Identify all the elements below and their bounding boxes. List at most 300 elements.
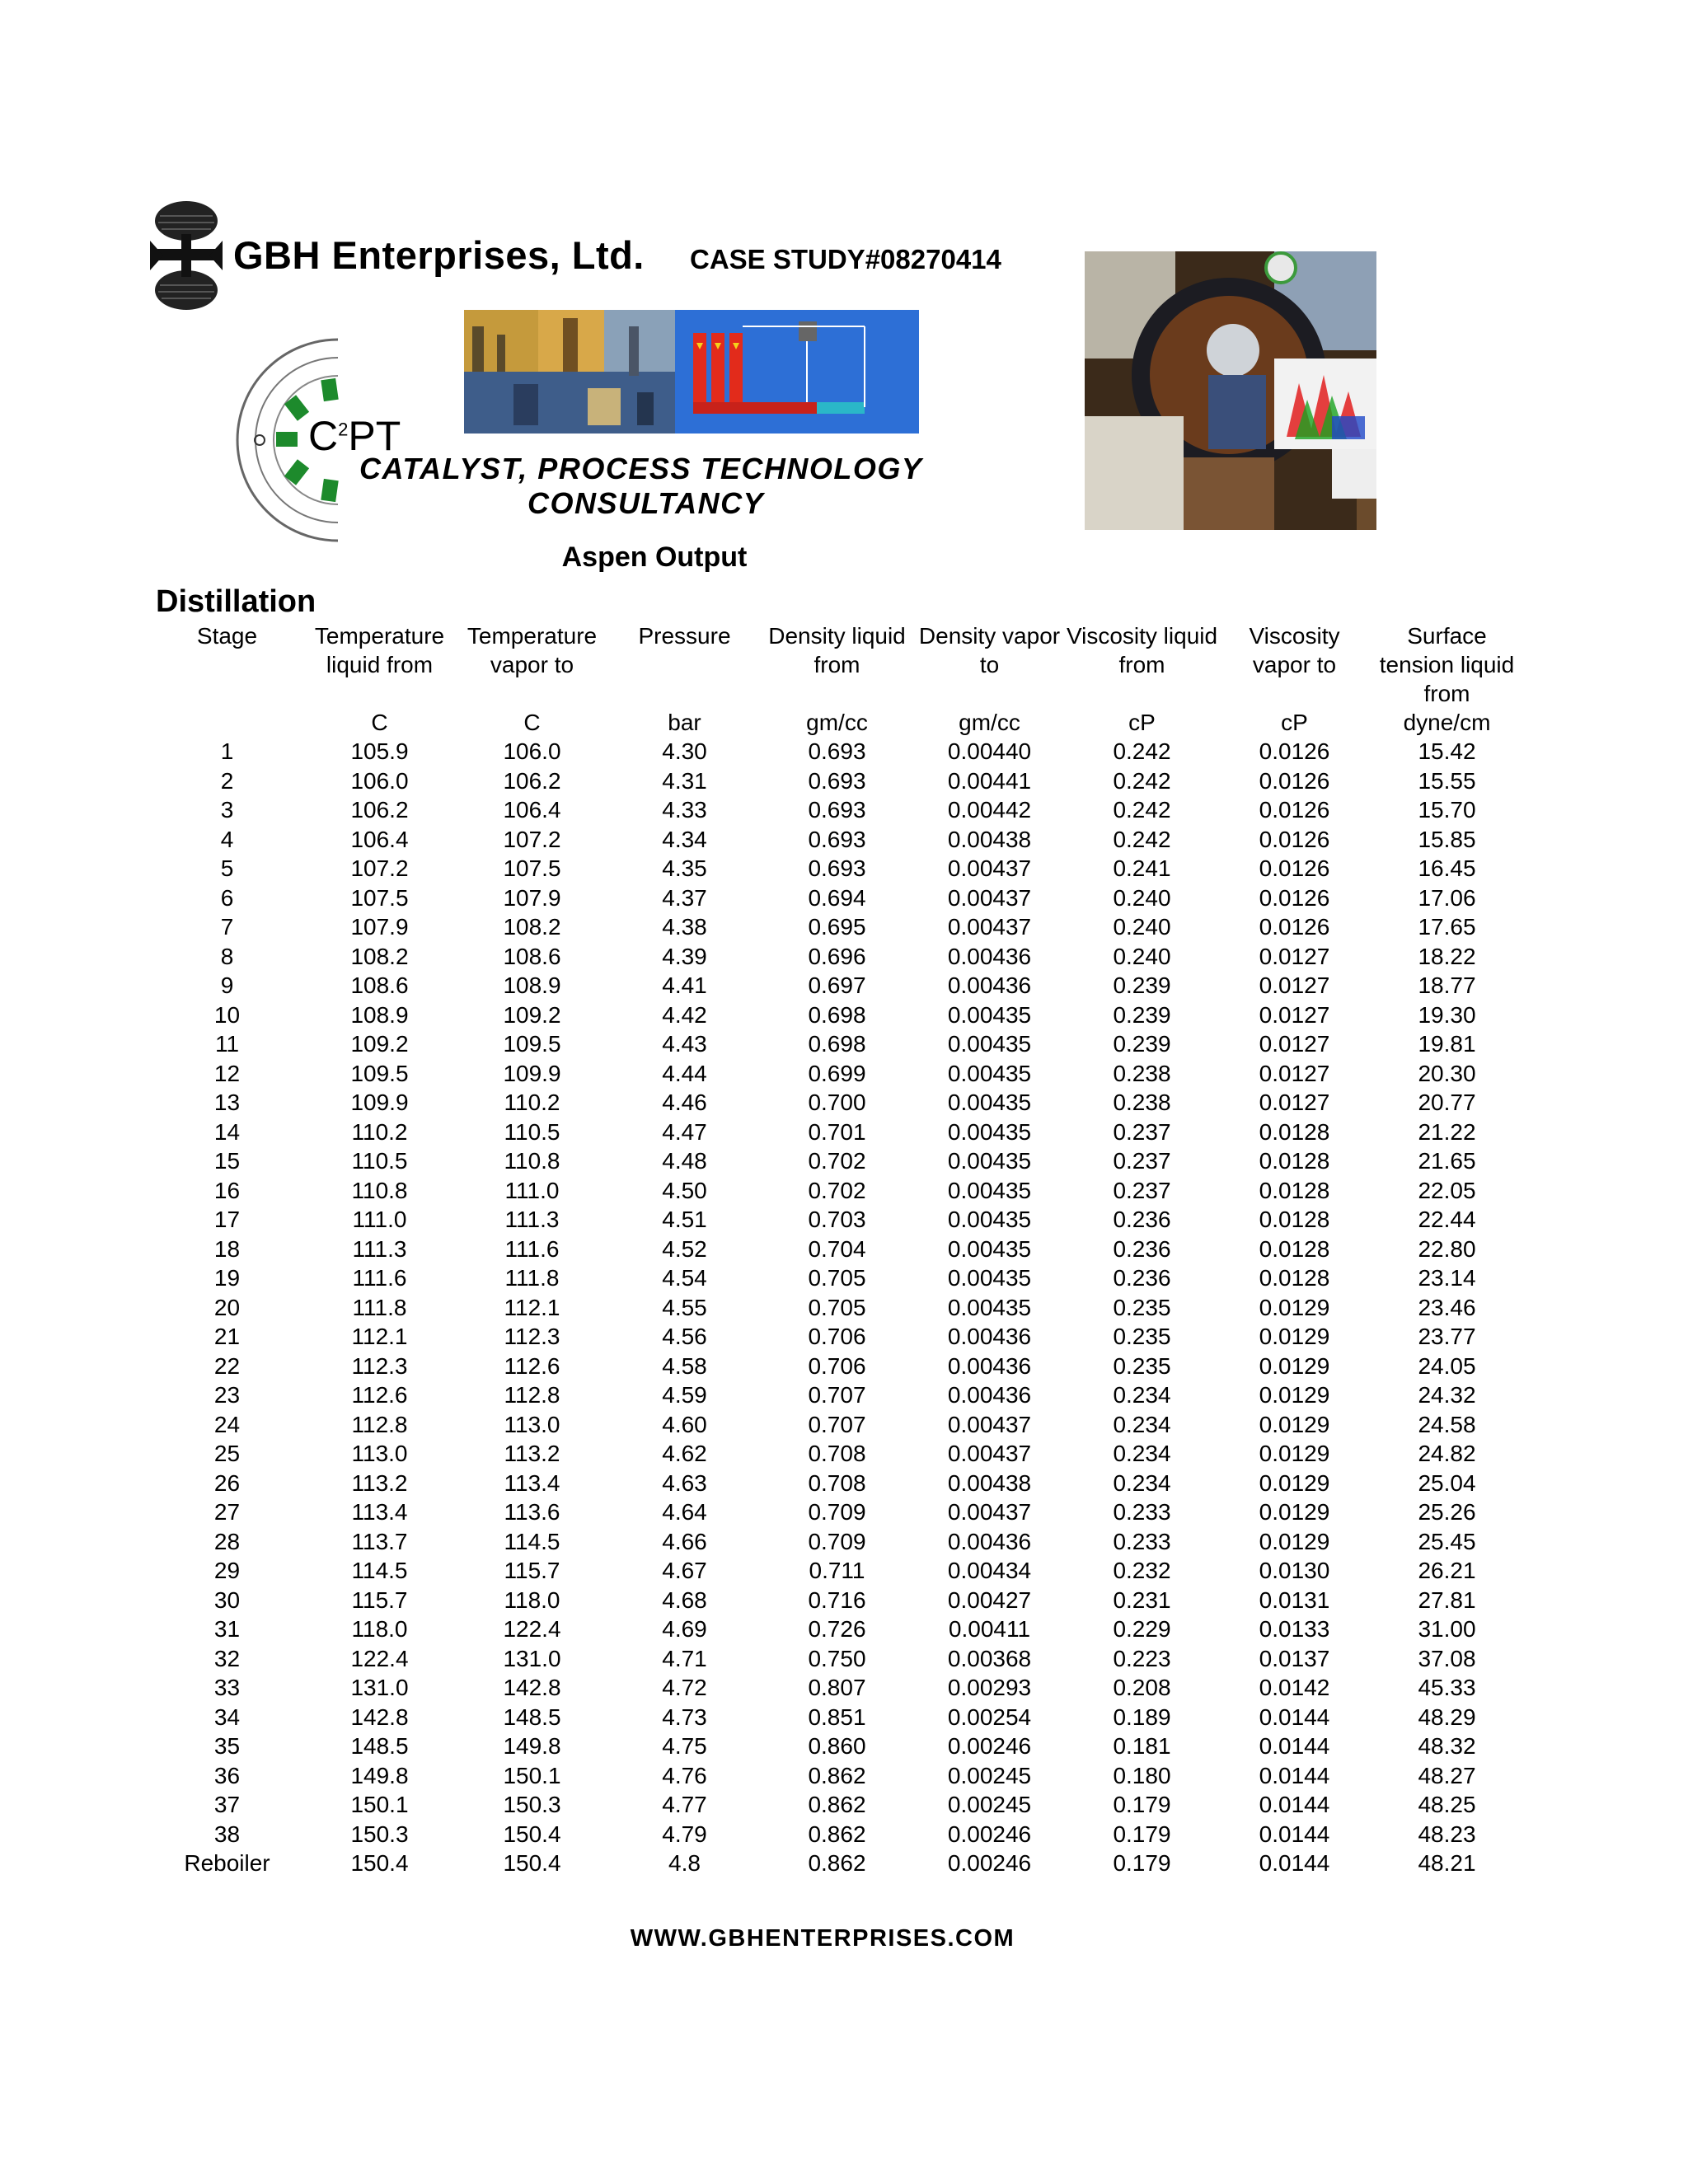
table-row (151, 1732, 1523, 1761)
stage-cell: 9 (220, 972, 234, 998)
table-cell: 0.237 (1113, 1118, 1171, 1145)
table-cell: 0.0144 (1259, 1762, 1330, 1788)
table-cell: 0.0137 (1259, 1645, 1330, 1671)
table-cell: 4.71 (662, 1645, 707, 1671)
table-cell: 0.234 (1113, 1411, 1171, 1437)
table-cell: 45.33 (1418, 1675, 1476, 1700)
table-row (151, 1849, 1523, 1878)
table-cell: 0.0144 (1259, 1733, 1330, 1759)
stage-cell: 13 (213, 1090, 241, 1115)
table-cell: 0.0128 (1259, 1265, 1330, 1291)
table-cell: 150.3 (503, 1792, 561, 1817)
stage-cell: 5 (220, 855, 234, 881)
table-cell: 131.0 (350, 1675, 409, 1700)
table-cell: 25.26 (1418, 1499, 1476, 1525)
table-cell: 4.75 (662, 1733, 707, 1759)
table-cell: 0.229 (1113, 1616, 1171, 1642)
table-cell: 111.8 (504, 1265, 560, 1291)
table-cell: 4.48 (662, 1148, 707, 1174)
table-cell: 111.0 (504, 1177, 560, 1203)
unit-label: dyne/cm (1403, 710, 1491, 735)
table-cell: 48.25 (1418, 1792, 1476, 1817)
table-cell: 0.0144 (1259, 1821, 1330, 1847)
table-row (151, 795, 1523, 825)
table-cell: 4.63 (662, 1469, 707, 1496)
table-cell: 0.0127 (1259, 1060, 1330, 1086)
table-cell: 109.2 (350, 1031, 409, 1057)
table-cell: 0.726 (808, 1616, 866, 1642)
table-cell: 0.750 (808, 1645, 866, 1671)
table-cell: 4.51 (662, 1207, 707, 1232)
table-row (151, 825, 1523, 855)
case-study-number: CASE STUDY#08270414 (690, 244, 1001, 274)
table-row (151, 1059, 1523, 1089)
table-cell: 31.00 (1418, 1616, 1476, 1642)
welding-collage-image (1085, 251, 1376, 530)
table-row (151, 1001, 1523, 1030)
table-cell: 107.2 (503, 826, 561, 852)
table-cell: 111.3 (504, 1207, 560, 1232)
table-cell: 0.242 (1113, 738, 1171, 764)
table-row (151, 1118, 1523, 1147)
stage-cell: 33 (213, 1675, 241, 1700)
table-cell: 112.8 (504, 1382, 560, 1408)
table-cell: 106.2 (350, 797, 409, 823)
table-cell: 118.0 (351, 1616, 408, 1642)
table-cell: 0.242 (1113, 826, 1171, 852)
table-cell: 109.9 (503, 1060, 561, 1086)
table-cell: 0.695 (808, 914, 866, 940)
table-cell: 0.862 (808, 1821, 866, 1847)
table-cell: 0.860 (808, 1733, 866, 1759)
table-cell: 0.223 (1113, 1645, 1171, 1671)
table-cell: 0.232 (1113, 1558, 1171, 1583)
stage-cell: 27 (213, 1499, 241, 1525)
table-row (151, 1586, 1523, 1615)
table-cell: 0.707 (808, 1382, 866, 1408)
table-cell: 0.0127 (1259, 1090, 1330, 1115)
table-cell: 0.234 (1113, 1441, 1171, 1466)
stage-cell: 14 (213, 1118, 241, 1145)
table-cell: 149.8 (503, 1733, 561, 1759)
table-cell: 4.54 (662, 1265, 707, 1291)
table-cell: 37.08 (1418, 1645, 1476, 1671)
table-cell: 0.0129 (1259, 1382, 1330, 1408)
table-cell: 142.8 (503, 1675, 561, 1700)
table-cell: 0.208 (1113, 1675, 1171, 1700)
table-cell: 4.72 (662, 1675, 707, 1700)
stage-cell: 6 (220, 884, 234, 911)
table-row (151, 1469, 1523, 1498)
table-cell: 4.76 (662, 1762, 707, 1788)
unit-label: cP (1128, 710, 1156, 735)
table-cell: 0.00435 (947, 1207, 1032, 1232)
table-cell: 118.0 (504, 1586, 560, 1613)
table-cell: 0.00435 (947, 1294, 1032, 1320)
table-cell: 114.5 (504, 1528, 560, 1554)
table-cell: 0.693 (808, 767, 866, 794)
table-cell: 0.0126 (1259, 826, 1330, 852)
table-cell: 0.00436 (947, 1528, 1032, 1554)
table-cell: 0.00437 (947, 914, 1032, 940)
gbh-logo-icon (147, 198, 226, 313)
stage-cell: 18 (213, 1235, 241, 1262)
table-cell: 148.5 (503, 1704, 561, 1730)
column-header: Temperature vapor to (467, 623, 598, 677)
table-cell: 131.0 (503, 1645, 561, 1671)
table-cell: 113.2 (504, 1441, 560, 1466)
table-cell: 4.55 (662, 1294, 707, 1320)
table-cell: 150.4 (503, 1821, 561, 1847)
table-cell: 4.67 (662, 1558, 707, 1583)
table-cell: 107.2 (350, 855, 409, 881)
table-cell: 0.699 (808, 1060, 866, 1086)
table-cell: 4.47 (662, 1118, 707, 1145)
table-cell: 0.0126 (1259, 914, 1330, 940)
table-cell: 19.81 (1418, 1031, 1476, 1057)
table-cell: 112.3 (351, 1352, 408, 1379)
table-cell: 111.0 (352, 1207, 407, 1232)
table-cell: 4.52 (662, 1235, 707, 1262)
table-cell: 105.9 (350, 738, 409, 764)
table-cell: 113.0 (504, 1411, 560, 1437)
table-cell: 4.37 (662, 884, 707, 911)
table-cell: 0.00437 (947, 1411, 1032, 1437)
table-cell: 0.0129 (1259, 1469, 1330, 1496)
table-cell: 149.8 (350, 1762, 409, 1788)
table-row (151, 912, 1523, 942)
table-cell: 0.00246 (947, 1733, 1032, 1759)
stage-cell: 1 (220, 738, 234, 764)
table-cell: 4.79 (662, 1821, 707, 1847)
table-cell: 0.0133 (1259, 1616, 1330, 1642)
table-cell: 4.8 (668, 1850, 701, 1876)
table-row (151, 1029, 1523, 1059)
table-row (151, 1644, 1523, 1674)
table-cell: 0.698 (808, 1001, 866, 1028)
table-cell: 4.62 (662, 1441, 707, 1466)
table-body (151, 737, 1523, 1878)
table-row (151, 1410, 1523, 1440)
table-cell: 0.238 (1113, 1060, 1171, 1086)
table-cell: 0.705 (808, 1294, 866, 1320)
stage-cell: 17 (213, 1207, 241, 1232)
table-cell: 0.862 (808, 1762, 866, 1788)
table-cell: 0.240 (1113, 943, 1171, 969)
table-cell: 0.00435 (947, 1031, 1032, 1057)
report-subtitle: Aspen Output (561, 541, 748, 573)
table-cell: 0.709 (808, 1499, 866, 1525)
table-cell: 150.1 (350, 1792, 409, 1817)
table-row (151, 1703, 1523, 1732)
table-cell: 110.8 (351, 1177, 408, 1203)
table-cell: 112.6 (351, 1382, 408, 1408)
table-cell: 0.708 (808, 1441, 866, 1466)
table-cell: 0.698 (808, 1031, 866, 1057)
table-cell: 113.7 (351, 1528, 408, 1554)
stage-cell: 3 (220, 797, 234, 823)
table-cell: 0.00246 (947, 1850, 1032, 1876)
table-cell: 122.4 (503, 1616, 561, 1642)
table-cell: 111.8 (352, 1294, 407, 1320)
table-cell: 0.0126 (1259, 767, 1330, 794)
table-row (151, 1615, 1523, 1644)
table-cell: 0.235 (1113, 1324, 1171, 1349)
table-cell: 15.70 (1418, 797, 1476, 823)
table-cell: 0.0129 (1259, 1294, 1330, 1320)
table-cell: 0.0130 (1259, 1558, 1330, 1583)
table-row (151, 1380, 1523, 1410)
table-cell: 0.00438 (947, 826, 1032, 852)
table-cell: 24.82 (1418, 1441, 1476, 1466)
table-cell: 113.4 (351, 1499, 408, 1525)
table-cell: 0.239 (1113, 1031, 1171, 1057)
table-cell: 0.179 (1113, 1792, 1171, 1817)
table-cell: 4.73 (662, 1704, 707, 1730)
stage-cell: 36 (213, 1762, 241, 1788)
table-cell: 150.3 (350, 1821, 409, 1847)
stage-cell: 29 (213, 1558, 241, 1583)
unit-label: gm/cc (959, 710, 1020, 735)
table-cell: 0.0129 (1259, 1441, 1330, 1466)
stage-cell: 10 (213, 1001, 241, 1028)
table-cell: 23.14 (1418, 1265, 1476, 1291)
table-cell: 0.242 (1113, 767, 1171, 794)
table-cell: 18.77 (1418, 972, 1476, 998)
table-cell: 0.00437 (947, 1499, 1032, 1525)
table-cell: 15.55 (1418, 767, 1476, 794)
table-cell: 0.00246 (947, 1821, 1032, 1847)
table-cell: 0.00293 (947, 1675, 1032, 1700)
table-cell: 4.77 (662, 1792, 707, 1817)
table-cell: 106.0 (503, 738, 561, 764)
table-cell: 0.237 (1113, 1148, 1171, 1174)
stage-cell: 7 (220, 914, 234, 940)
table-cell: 150.1 (503, 1762, 561, 1788)
table-row (151, 1176, 1523, 1206)
table-cell: 20.77 (1418, 1090, 1476, 1115)
column-header: Surface tension liquid from (1379, 623, 1515, 706)
table-cell: 4.31 (662, 767, 707, 794)
unit-label (151, 708, 303, 737)
table-cell: 0.235 (1113, 1294, 1171, 1320)
stage-cell: 20 (213, 1294, 241, 1320)
table-cell: 112.1 (351, 1324, 408, 1349)
table-row (151, 1322, 1523, 1352)
stage-cell: 24 (213, 1411, 241, 1437)
table-cell: 0.240 (1113, 884, 1171, 911)
table-cell: 16.45 (1418, 855, 1476, 881)
table-cell: 22.80 (1418, 1235, 1476, 1262)
table-cell: 0.00245 (947, 1792, 1032, 1817)
table-cell: 109.9 (350, 1090, 409, 1115)
table-cell: 113.6 (504, 1499, 560, 1525)
table-cell: 0.693 (808, 855, 866, 881)
table-cell: 0.703 (808, 1207, 866, 1232)
table-cell: 20.30 (1418, 1060, 1476, 1086)
table-cell: 0.00441 (947, 767, 1032, 794)
table-row (151, 883, 1523, 913)
table-row (151, 766, 1523, 796)
stage-cell: 19 (213, 1265, 241, 1291)
table-cell: 0.0126 (1259, 884, 1330, 911)
unit-label: C (371, 710, 388, 735)
table-cell: 0.0127 (1259, 1001, 1330, 1028)
stage-cell: 38 (213, 1821, 241, 1847)
table-cell: 112.3 (504, 1324, 560, 1349)
table-cell: 4.38 (662, 914, 707, 940)
table-cell: 4.35 (662, 855, 707, 881)
table-cell: 0.0142 (1259, 1675, 1330, 1700)
column-header: Density vapor to (918, 623, 1061, 677)
table-cell: 24.58 (1418, 1411, 1476, 1437)
table-cell: 109.5 (350, 1060, 409, 1086)
table-cell: 0.00254 (947, 1704, 1032, 1730)
footer-website-url: WWW.GBHENTERPRISES.COM (630, 1925, 1015, 1952)
table-cell: 113.4 (504, 1469, 560, 1496)
table-cell: 4.30 (662, 738, 707, 764)
table-cell: 148.5 (350, 1733, 409, 1759)
table-row (151, 971, 1523, 1001)
table-cell: 0.0144 (1259, 1704, 1330, 1730)
table-cell: 0.180 (1113, 1762, 1171, 1788)
table-cell: 0.240 (1113, 914, 1171, 940)
table-cell: 0.00436 (947, 972, 1032, 998)
table-cell: 22.44 (1418, 1207, 1476, 1232)
table-cell: 110.2 (351, 1118, 408, 1145)
table-cell: 0.0127 (1259, 1031, 1330, 1057)
stage-cell: 28 (213, 1528, 241, 1554)
table-row (151, 1527, 1523, 1557)
column-header: Temperature liquid from (314, 623, 445, 677)
table-cell: 0.706 (808, 1352, 866, 1379)
table-cell: 0.00436 (947, 1352, 1032, 1379)
unit-label: gm/cc (806, 710, 868, 735)
table-cell: 0.239 (1113, 1001, 1171, 1028)
table-cell: 113.2 (351, 1469, 408, 1496)
table-cell: 0.709 (808, 1528, 866, 1554)
stage-cell: 34 (213, 1704, 241, 1730)
table-cell: 0.0131 (1259, 1586, 1330, 1613)
table-cell: 4.44 (662, 1060, 707, 1086)
table-row (151, 1439, 1523, 1469)
table-cell: 108.9 (503, 972, 561, 998)
stage-cell: 16 (213, 1177, 241, 1203)
table-cell: 108.6 (503, 943, 561, 969)
table-cell: 0.702 (808, 1177, 866, 1203)
table-cell: 19.30 (1418, 1001, 1476, 1028)
table-cell: 0.00427 (947, 1586, 1032, 1613)
table-cell: 0.00411 (948, 1616, 1031, 1642)
table-cell: 0.00437 (947, 884, 1032, 911)
table-cell: 111.6 (504, 1235, 560, 1262)
table-row (151, 1293, 1523, 1323)
table-cell: 0.00437 (947, 855, 1032, 881)
table-cell: 0.807 (808, 1675, 866, 1700)
column-header: Density liquid from (768, 623, 906, 677)
stage-cell: 12 (213, 1060, 241, 1086)
table-cell: 4.33 (662, 797, 707, 823)
table-cell: 114.5 (351, 1558, 408, 1583)
table-cell: 25.04 (1418, 1469, 1476, 1496)
table-cell: 0.00434 (947, 1558, 1032, 1583)
company-name: GBH Enterprises, Ltd. (233, 233, 645, 277)
table-cell: 26.21 (1418, 1558, 1476, 1583)
table-cell: 0.00435 (947, 1177, 1032, 1203)
stage-cell: 35 (213, 1733, 241, 1759)
table-row (151, 1352, 1523, 1381)
table-cell: 4.59 (662, 1382, 707, 1408)
table-cell: 150.4 (350, 1850, 409, 1876)
table-cell: 111.6 (352, 1265, 407, 1291)
table-cell: 48.21 (1418, 1850, 1476, 1876)
stage-cell: 23 (213, 1382, 241, 1408)
table-cell: 0.00435 (947, 1118, 1032, 1145)
stage-cell: 8 (220, 943, 234, 969)
table-cell: 108.6 (350, 972, 409, 998)
table-cell: 0.00437 (947, 1441, 1032, 1466)
process-diagram (675, 310, 919, 434)
table-cell: 15.85 (1418, 826, 1476, 852)
table-cell: 0.189 (1113, 1704, 1171, 1730)
stage-cell: 25 (213, 1441, 241, 1466)
table-cell: 0.236 (1113, 1235, 1171, 1262)
table-cell: 115.7 (504, 1558, 560, 1583)
table-cell: 0.234 (1113, 1469, 1171, 1496)
table-cell: 0.00435 (947, 1265, 1032, 1291)
stage-cell: 26 (213, 1469, 241, 1496)
table-row (151, 1263, 1523, 1293)
table-cell: 4.43 (662, 1031, 707, 1057)
stage-cell: 22 (213, 1352, 241, 1379)
table-cell: 109.2 (503, 1001, 561, 1028)
table-cell: 0.00435 (947, 1060, 1032, 1086)
table-row (151, 942, 1523, 972)
table-cell: 48.23 (1418, 1821, 1476, 1847)
table-cell: 0.233 (1113, 1499, 1171, 1525)
table-cell: 0.231 (1113, 1586, 1171, 1613)
table-cell: 0.233 (1113, 1528, 1171, 1554)
table-row (151, 1235, 1523, 1264)
table-cell: 0.705 (808, 1265, 866, 1291)
table-row (151, 1556, 1523, 1586)
table-cell: 0.181 (1113, 1733, 1171, 1759)
table-cell: 0.0128 (1259, 1177, 1330, 1203)
table-row (151, 1205, 1523, 1235)
table-cell: 0.236 (1113, 1207, 1171, 1232)
table-cell: 108.9 (350, 1001, 409, 1028)
table-cell: 0.234 (1113, 1382, 1171, 1408)
table-cell: 106.4 (503, 797, 561, 823)
table-cell: 0.0128 (1259, 1148, 1330, 1174)
header-row (151, 621, 1523, 708)
table-cell: 24.32 (1418, 1382, 1476, 1408)
table-row (151, 854, 1523, 883)
table-cell: 0.701 (808, 1118, 866, 1145)
table-cell: 0.702 (808, 1148, 866, 1174)
table-cell: 0.0128 (1259, 1207, 1330, 1232)
table-cell: 0.00440 (947, 738, 1032, 764)
table-cell: 0.716 (808, 1586, 866, 1613)
table-row (151, 1820, 1523, 1849)
table-row (151, 1790, 1523, 1820)
table-cell: 0.0126 (1259, 738, 1330, 764)
table-cell: 0.00435 (947, 1148, 1032, 1174)
table-cell: 0.0126 (1259, 855, 1330, 881)
table-cell: 0.241 (1113, 855, 1171, 881)
unit-label: cP (1281, 710, 1308, 735)
table-cell: 0.237 (1113, 1177, 1171, 1203)
